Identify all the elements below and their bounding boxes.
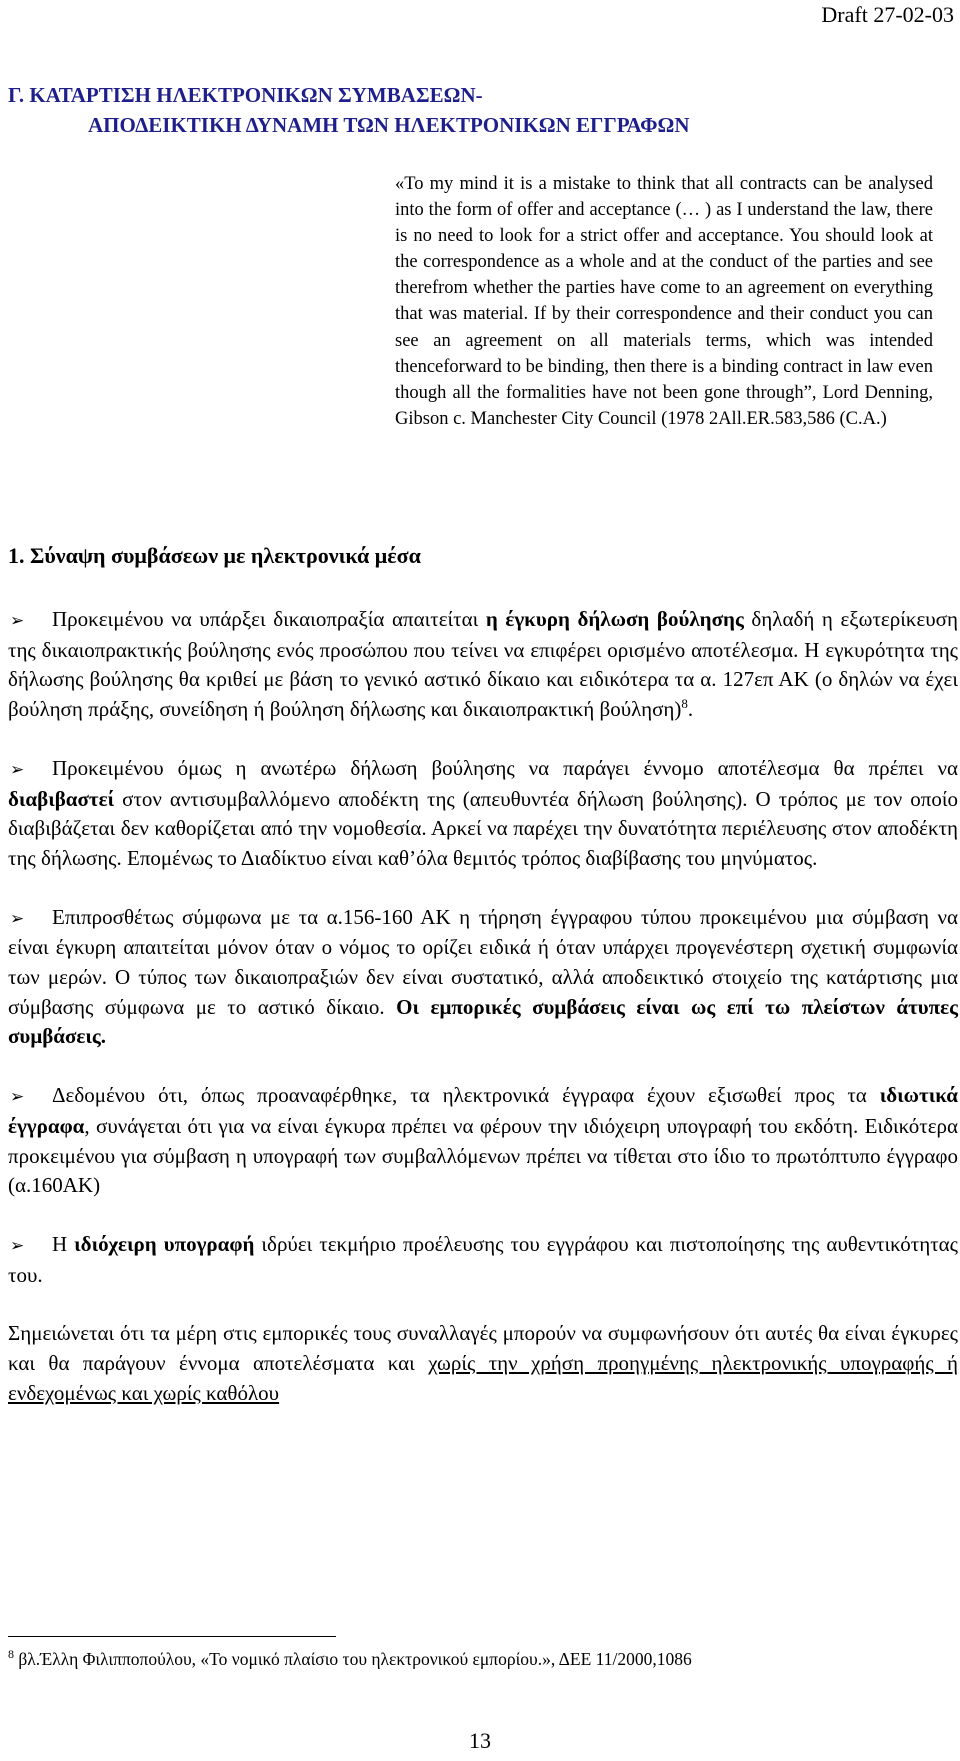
paragraph-declaration-of-will	[8, 605, 958, 725]
chapter-title	[8, 80, 952, 140]
bold-text-run: η έγκυρη δήλωση βούλησης	[485, 607, 744, 631]
arrow-bullet-icon: ➢	[10, 611, 25, 630]
draft-label: Draft 27-02-03	[821, 2, 954, 27]
epigraph-quote: «To my mind it is a mistake to think that all contracts can be analysed into the form of offer and acceptance (… ) as I understand the law, there is no need to look for a strict offer and acceptance. You should look at the correspondence as a whole and at the conduct of the parties and see therefrom whether the parties have come to an agreement on everything that was material. If by their correspondence and their conduct you can see an agreement on all materials terms, which was intended thenceforward to be binding, then there is a binding contract in law even though all the formalities have not been gone through”, Lord Denning, Gibson c. Manchester City Council (1978 2All.ER.583,586 (C.A.)	[395, 174, 933, 429]
arrow-bullet-icon: ➢	[10, 759, 25, 779]
arrow-bullet-icon: ➢	[10, 1087, 25, 1107]
text-run: στον αντισυμβαλλόμενο αποδέκτη της (απευθυντέα δήλωση βούλησης). Ο τρόπος με τον οποίο διαβιβάζεται δεν καθορίζεται από την νομοθεσία. Αρκεί να παρέχει την δυνατότητα περιέλευσης στον αποδέκτη της δήλωσης. Επομένως το Διαδίκτυο είναι καθ’όλα θεμιτός τρόπος διαβίβασης του μηνύματος.	[8, 786, 958, 870]
footnote-reference[interactable]: 8	[681, 696, 688, 712]
text-run: .	[687, 697, 694, 722]
text-run: Προκειμένου όμως η ανωτέρω δήλωση βούλησης να παράγει έννομο αποτέλεσμα θα πρέπει να	[52, 755, 958, 780]
footnote-mark: 8	[8, 1647, 14, 1662]
bold-text-run: ιδιόχειρη υπογραφή	[74, 1231, 255, 1256]
footnote-text: βλ.Έλλη Φιλιππoπούλου, «Το νομικό πλαίσιο του ηλεκτρονικού εμπορίου.», ΔΕΕ 11/2000,1086	[14, 1649, 692, 1669]
chapter-title-line-2: ΑΠΟΔΕΙΚΤΙΚΗ ΔΥΝΑΜΗ ΤΩΝ ΗΛΕΚΤΡΟΝΙΚΩΝ ΕΓΓΡΑΦΩΝ	[88, 113, 690, 137]
text-run: Επιπροσθέτως σύμφωνα με τα α.156-160 ΑΚ η τήρηση έγγραφου τύπου προκειμένου μια σύμβαση να είναι έγκυρη απαιτείται μόνον όταν ο νόμος το ορίζει ειδικά ή όταν υπάρχει προγενέστερη σχετική συμφωνία των μερών. Ο τύπος των δικαιοπραξιών δεν είναι συστατικό, αλλά αποδεικτικό στοιχείο της κατάρτισης μια σύμβασης σύμφωνα με το αστικό δίκαιο.	[8, 904, 958, 1019]
text-run: ιδρύει τεκμήριο προέλευσης του εγγράφου και πιστοποίησης της αυθεντικότητας του.	[8, 1231, 958, 1287]
paragraph-private-documents	[8, 1081, 958, 1201]
paragraph-note	[8, 1319, 958, 1408]
bold-text-run: διαβιβαστεί	[8, 786, 115, 811]
paragraph-transmission	[8, 754, 958, 874]
arrow-bullet-icon: ➢	[10, 908, 25, 928]
footnote-separator	[8, 1636, 336, 1637]
text-run: Δεδομένου ότι, όπως προαναφέρθηκε, τα ηλεκτρονικά έγγραφα έχουν εξισωθεί προς τα	[52, 1083, 880, 1108]
text-run: , συνάγεται ότι για να είναι έγκυρα πρέπει να φέρουν την ιδιόχειρη υπογραφή του εκδότη. Ειδικότερα προκειμένου για σύμβαση η υπογραφή των συμβαλλόμενων πρέπει να τίθεται στο ίδιο το πρωτόπτυπο έγγραφο (α.160ΑΚ)	[8, 1113, 958, 1198]
arrow-bullet-icon: ➢	[10, 1235, 25, 1255]
text-run: Προκειμένου να υπάρξει δικαιοπραξία απαιτείται	[52, 607, 486, 631]
page-number: 13	[469, 1728, 491, 1753]
paragraph-handwritten-signature	[8, 1230, 958, 1290]
bold-text-run: Οι εμπορικές συμβάσεις είναι ως επί τω πλείστων άτυπες συμβάσεις.	[8, 994, 958, 1049]
chapter-title-line-1: Γ. ΚΑΤΑΡΤΙΣΗ ΗΛΕΚΤΡΟΝΙΚΩΝ ΣΥΜΒΑΣΕΩΝ-	[8, 83, 483, 107]
footnote	[8, 1649, 692, 1670]
body-text	[8, 605, 958, 1437]
paragraph-written-form	[8, 903, 958, 1053]
section-heading: 1. Σύναψη συμβάσεων με ηλεκτρονικά μέσα	[8, 543, 421, 568]
text-run: δηλαδή η εξωτερίκευση της δικαιοπρακτικής βούλησης ενός προσώπου που τείνει να επιφέρει ορισμένο αποτέλεσμα. Η εγκυρότητα της δήλωσης βούλησης θα κριθεί με βάση το γενικό αστικό δίκαιο και ειδικότερα τα α. 127επ ΑΚ (ο δηλών να έχει βούληση πράξης, συνείδηση ή βούληση δήλωσης και δικαιοπρακτική βούληση)	[8, 607, 958, 722]
text-run: Σημειώνεται ότι τα μέρη στις εμπορικές τους συναλλαγές μπορούν να συμφωνήσουν ότι αυτές θα είναι έγκυρες και θα παράγουν έννομα αποτελέσματα και	[8, 1321, 958, 1376]
bold-text-run: ιδιωτικά έγγραφα	[8, 1083, 958, 1138]
underlined-text-run: χωρίς την χρήση προηγμένης ηλεκτρονικής υπογραφής ή ενδεχομένως και χωρίς καθόλου	[8, 1351, 958, 1405]
text-run: Η	[52, 1231, 75, 1256]
